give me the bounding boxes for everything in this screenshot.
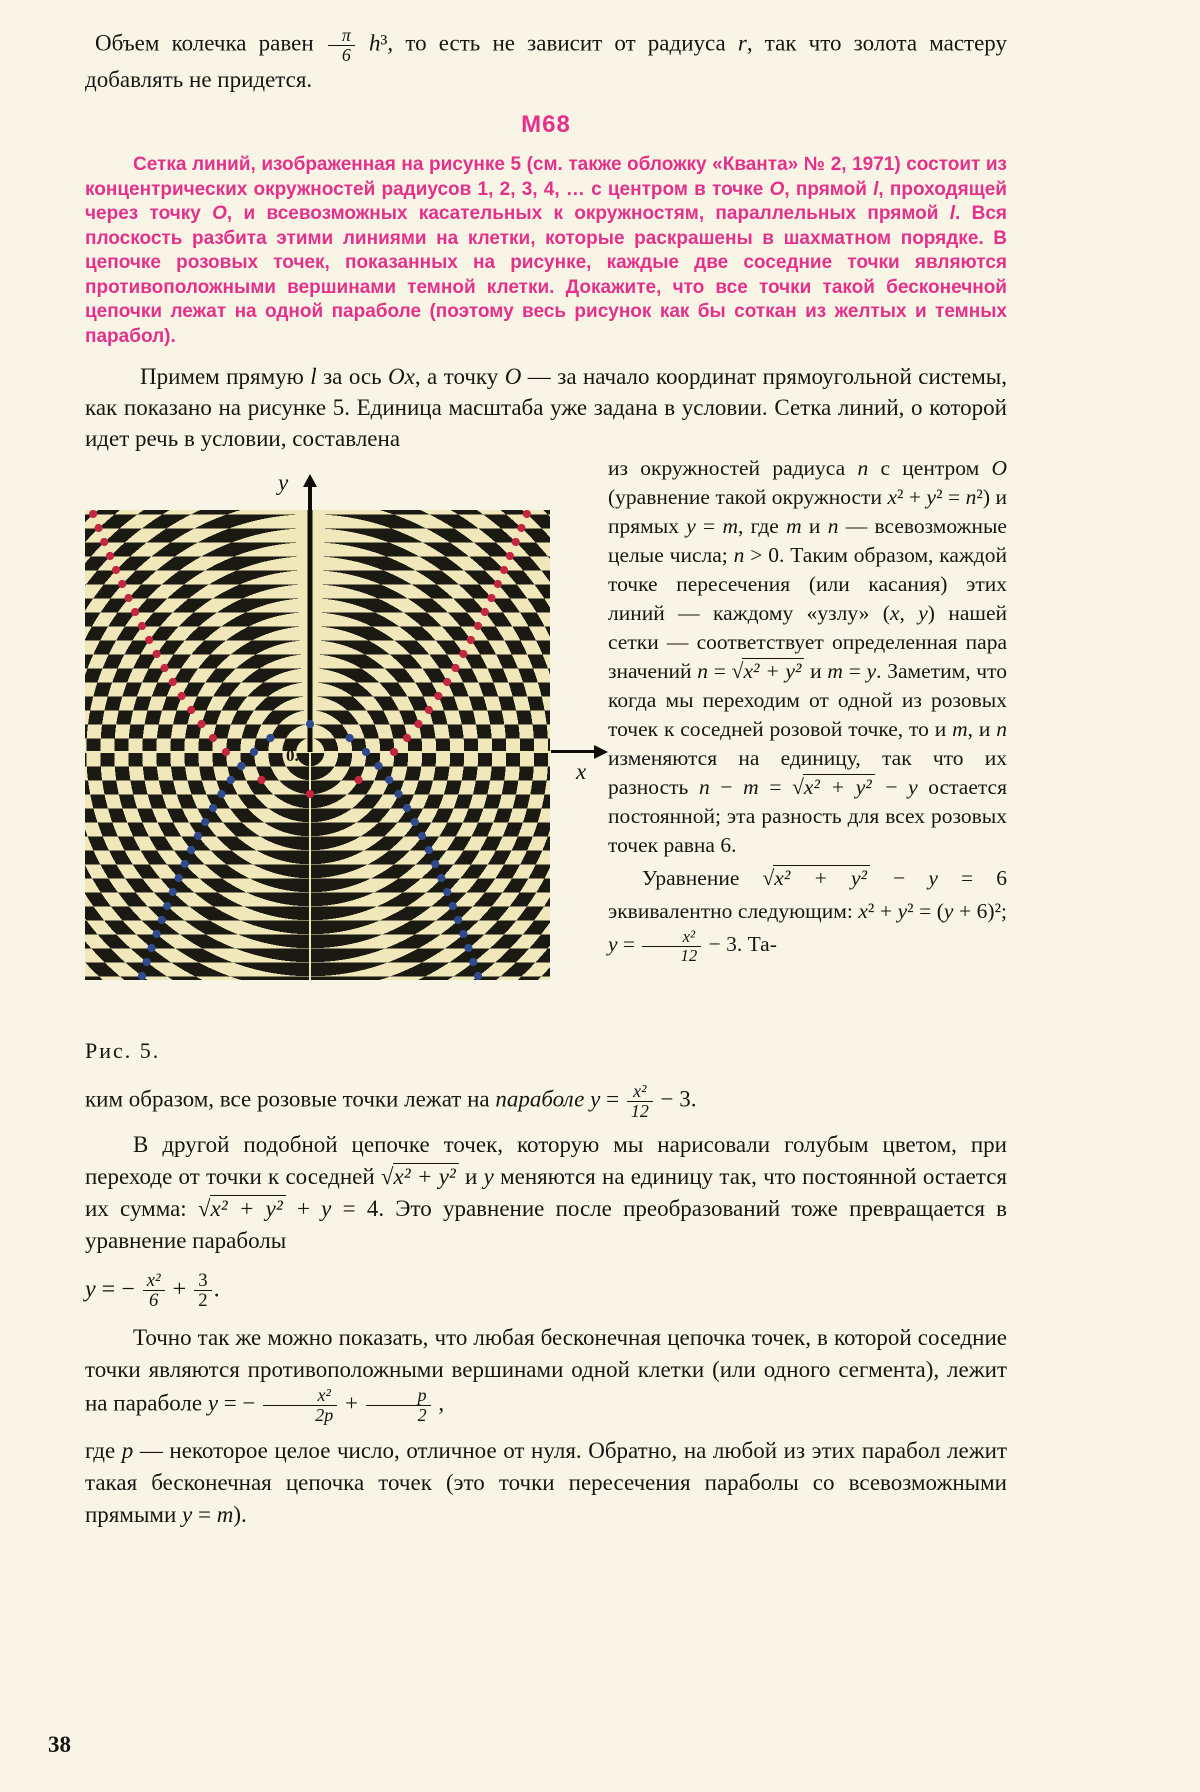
axis-label-y: y xyxy=(278,470,289,496)
problem-number-heading: М68 xyxy=(521,111,571,139)
intro-paragraph: Объем колечка равен $\frac{\pi}{6}$ h³, то есть не зависит от радиуса r, так что золота мастеру добавлять не придется. xyxy=(85,25,1007,93)
page-number: 38 xyxy=(48,1732,71,1757)
origin-label: 0. xyxy=(286,746,299,766)
figure-column xyxy=(85,454,608,1064)
moire-canvas xyxy=(85,510,550,980)
solution-paragraph-2: ким образом, все розовые точки лежат на параболе y = $\frac{\text{x²}}{12}$ − 3. xyxy=(85,1081,697,1121)
y-axis-line xyxy=(308,486,312,512)
figure-and-text-row xyxy=(85,454,1007,1064)
figure-caption: Рис. 5. xyxy=(85,1038,161,1064)
solution-paragraph-5: где p — некоторое целое число, отличное от нуля. Обратно, на любой из этих парабол лежит такая бесконечная цепочка точек (это точки пересечения параболы со всевозможными прямыми y = m). xyxy=(85,1437,1007,1527)
solution-column-paragraph-2: Уравнение √x² + y² − y = 6 эквивалентно следующим: x² + y² = (y + 6)²; y = $\frac{\text{x²}}{12}$ − 3. Та- xyxy=(608,866,1007,965)
x-axis-arrow-icon xyxy=(594,745,608,759)
figure-side-text-column xyxy=(608,454,1007,964)
problem-statement: Сетка линий, изображенная на рисунке 5 (см. также обложку «Кванта» № 2, 1971) состоит из концентрических окружностей радиусов 1, 2, 3, 4, … с центром в точке O, прямой l, проходящей через точку O, и всевозможных касательных к окружностям, параллельных прямой l. Вся плоскость разбита этими линиями на клетки, которые раскрашены в шахматном порядке. В цепочке розовых точек, показанных на рисунке, каждые две соседние точки являются противоположными вершинами темной клетки. Докажите, что все точки такой бесконечной цепочки лежат на одной параболе (поэтому весь рисунок как бы соткан из желтых и темных парабол). xyxy=(85,154,1008,347)
solution-paragraph-3: В другой подобной цепочке точек, которую мы нарисовали голубым цветом, при переходе от точки к соседней √x² + y² и y меняются на единицу так, что постоянной остается их сумма: √x² + y² + y = 4. Это уравнение после преобразований тоже превращается в уравнение параболы xyxy=(85,1131,1007,1253)
solution-paragraph-4: Точно так же можно показать, что любая бесконечная цепочка точек, в которой соседние точки являются противоположными вершинами одной клетки (или одного сегмента), лежит на параболе y = − $\frac{\text{x²}}{2p}$ + $\frac{p}{2}$ , xyxy=(85,1325,1007,1426)
moire-figure xyxy=(85,470,587,980)
display-formula: y = − $\frac{\text{x²}}{6}$ + $\frac{3}{2}$ . xyxy=(85,1269,220,1312)
solution-column-paragraph-1: из окружностей радиуса n с центром O (уравнение такой окружности x² + y² = n²) и прямых y = m, где m и n — всевозможные целые числа; n > 0. Таким образом, каждой точке пересечения (или касания) этих линий — каждому «узлу» (x, y) нашей сетки — соответствует определенная пара значений n = √x² + y² и m = y. Заметим, что когда мы переходим от одной из розовых точек к соседней розовой точке, то и m, и n изменяются на единицу, так что их разность n − m = √x² + y² − y остается постоянной; эта разность для всех розовых точек равна 6. xyxy=(608,456,1008,858)
axis-label-x: x xyxy=(576,759,587,785)
x-axis-line xyxy=(551,750,596,753)
solution-paragraph-1: Примем прямую l за ось Ox, а точку O — за начало координат прямоугольной системы, как показано на рисунке 5. Единица масштаба уже задана в условии. Сетка линий, о которой идет речь в условии, составлена xyxy=(85,364,1007,452)
